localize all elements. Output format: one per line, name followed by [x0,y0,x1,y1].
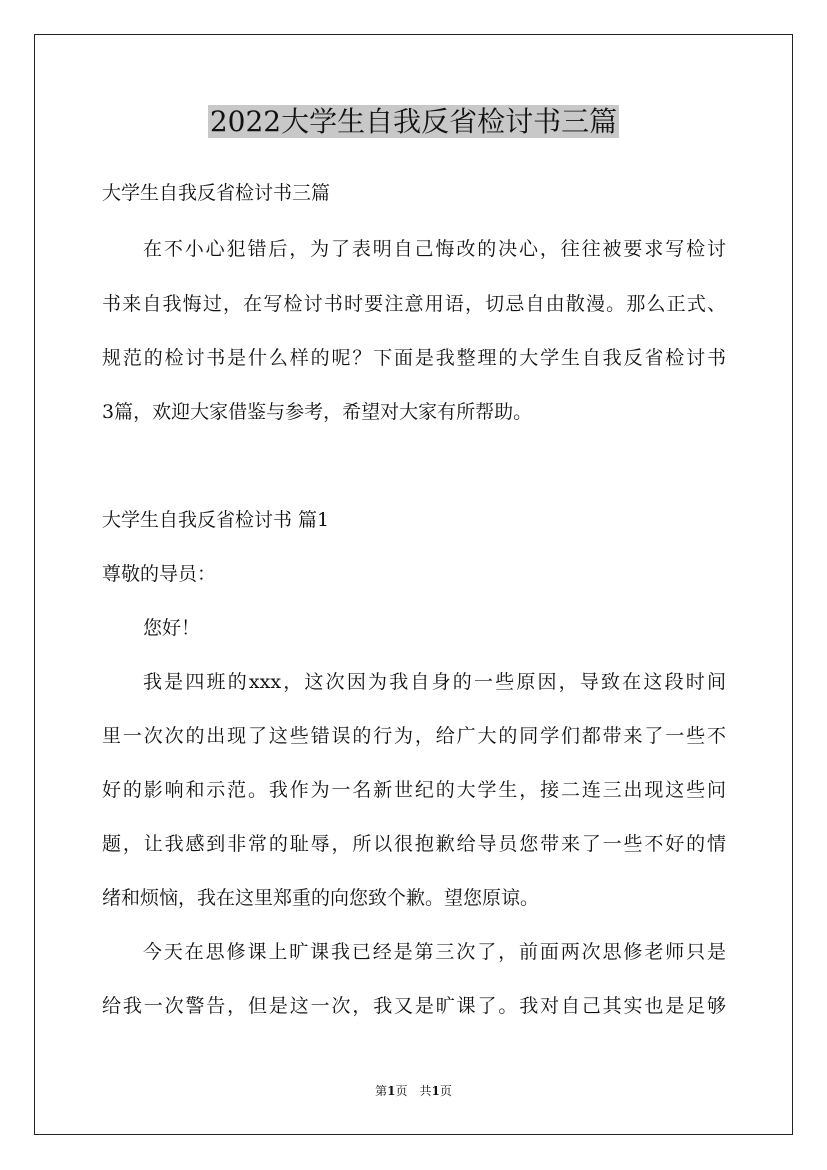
salutation: 尊敬的导员： [102,563,217,585]
document-title [0,104,827,140]
footer-prefix: 第 [375,1084,388,1098]
para1-line-5: 绪和烦恼，我在这里郑重的向您致个歉。望您原谅。 [102,887,540,909]
intro-line-4: 3篇，欢迎大家借鉴与参考，希望对大家有所帮助。 [102,401,533,423]
para2-line-1: 今天在思修课上旷课我已经是第三次了，前面两次思修老师只是 [143,941,726,963]
footer-total-pages: 1 [431,1084,440,1098]
intro-line-3: 规范的检讨书是什么样的呢？下面是我整理的大学生自我反省检讨书 [102,347,726,369]
para2-line-2: 给我一次警告，但是这一次，我又是旷课了。我对自己其实也是足够 [102,995,726,1017]
document-subtitle: 大学生自我反省检讨书三篇 [102,182,331,204]
intro-line-2: 书来自我悔过，在写检讨书时要注意用语，切忌自由散漫。那么正式、 [102,293,726,315]
footer-page-number: 1 [387,1084,396,1098]
section-heading: 大学生自我反省检讨书 篇1 [102,509,330,531]
para1-line-4: 题，让我感到非常的耻辱，所以很抱歉给导员您带来了一些不好的情 [102,833,726,855]
para1-line-1: 我是四班的xxx，这次因为我自身的一些原因，导致在这段时间 [143,671,726,693]
document-title-text: 2022大学生自我反省检讨书三篇 [209,105,618,138]
para1-line-2: 里一次次的出现了这些错误的行为，给广大的同学们都带来了一些不 [102,725,726,747]
para1-line-3: 好的影响和示范。我作为一名新世纪的大学生，接二连三出现这些问 [102,779,726,801]
footer-mid: 页 共 [395,1084,432,1098]
page-footer [0,1083,827,1099]
greeting: 您好！ [143,617,201,639]
intro-line-1: 在不小心犯错后，为了表明自己悔改的决心，往往被要求写检讨 [143,238,726,260]
footer-suffix: 页 [439,1084,452,1098]
